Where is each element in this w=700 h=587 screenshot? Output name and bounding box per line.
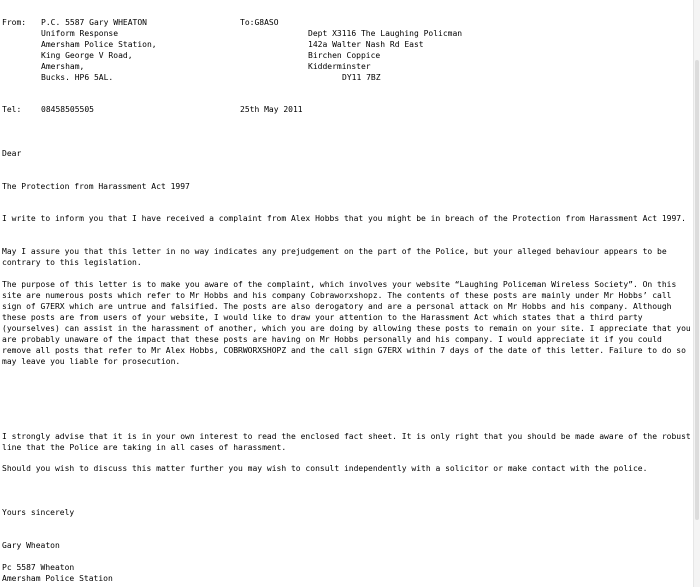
from-line: King George V Road,: [41, 51, 133, 60]
to-line: Birchen Coppice: [308, 51, 381, 60]
letter-date: 25th May 2011: [240, 105, 303, 114]
signature-line: Pc 5587 Wheaton: [2, 563, 75, 572]
from-line: Amersham,: [41, 62, 85, 71]
body-paragraph: I strongly advise that it is in your own interest to read the enclosed fact sheet. It is only right that you should be made aware of the robust line that the Police are taking in all cases of harassment.: [2, 432, 691, 452]
from-line: Amersham Police Station,: [41, 40, 157, 49]
to-line: Kidderminster: [308, 62, 371, 71]
closing: Yours sincerely: [2, 508, 75, 517]
from-line: Bucks. HP6 5AL.: [41, 73, 114, 82]
from-line: Uniform Response: [41, 29, 119, 38]
tel-value: 08458505505: [41, 105, 94, 114]
signature-line: Amersham Police Station: [2, 574, 113, 583]
to-line: DY11 7BZ: [342, 73, 381, 82]
body-paragraph: The purpose of this letter is to make you aware of the complaint, which involves your website “Laughing Policeman Wireless Society”. On this site are numerous posts which refer to Mr Hobbs and his company Cobraworxshopz. The contents of these posts are mainly under Mr Hobbs’ call sign of G7ERX which are untrue and falsified. The posts are also derogatory and are a personal attack on Mr Hobbs and his company. Although these posts are from users of your website, I would like to draw your attention to the Harassment Act which states that a third party (yourselves) can assist in the harassment of another, which you are doing by allowing these posts to remain on your site. I appreciate that you are probably unaware of the impact that these posts are having on Mr Hobbs personally and his company. I would appreciate it if you could remove all posts that refer to Mr Alex Hobbs, COBRWORXSHOPZ and the call sign G7ERX within 7 days of the date of this letter. Failure to do so may leave you liable for prosecution.: [2, 280, 691, 366]
body-paragraph: May I assure you that this letter in no way indicates any prejudgement on the part of the Police, but your alleged behaviour appears to be contrary to this legislation.: [2, 247, 667, 267]
to-line: 142a Walter Nash Rd East: [308, 40, 424, 49]
to-label: To:G8ASO: [240, 18, 279, 27]
salutation: Dear: [2, 149, 22, 158]
from-label: From:: [2, 18, 27, 27]
vertical-scrollbar[interactable]: [693, 0, 700, 587]
tel-label: Tel:: [2, 105, 22, 114]
body-paragraph: Should you wish to discuss this matter further you may wish to consult independently with a solicitor or make contact with the police.: [2, 464, 648, 473]
signature-name: Gary Wheaton: [2, 541, 60, 550]
from-line: P.C. 5587 Gary WHEATON: [41, 18, 147, 27]
scrollbar-thumb[interactable]: [695, 60, 699, 520]
to-line: Dept X3116 The Laughing Policman: [308, 29, 463, 38]
subject-line: The Protection from Harassment Act 1997: [2, 182, 190, 191]
body-paragraph: I write to inform you that I have received a complaint from Alex Hobbs that you might be in breach of the Protection from Harassment Act 1997.: [2, 214, 686, 223]
